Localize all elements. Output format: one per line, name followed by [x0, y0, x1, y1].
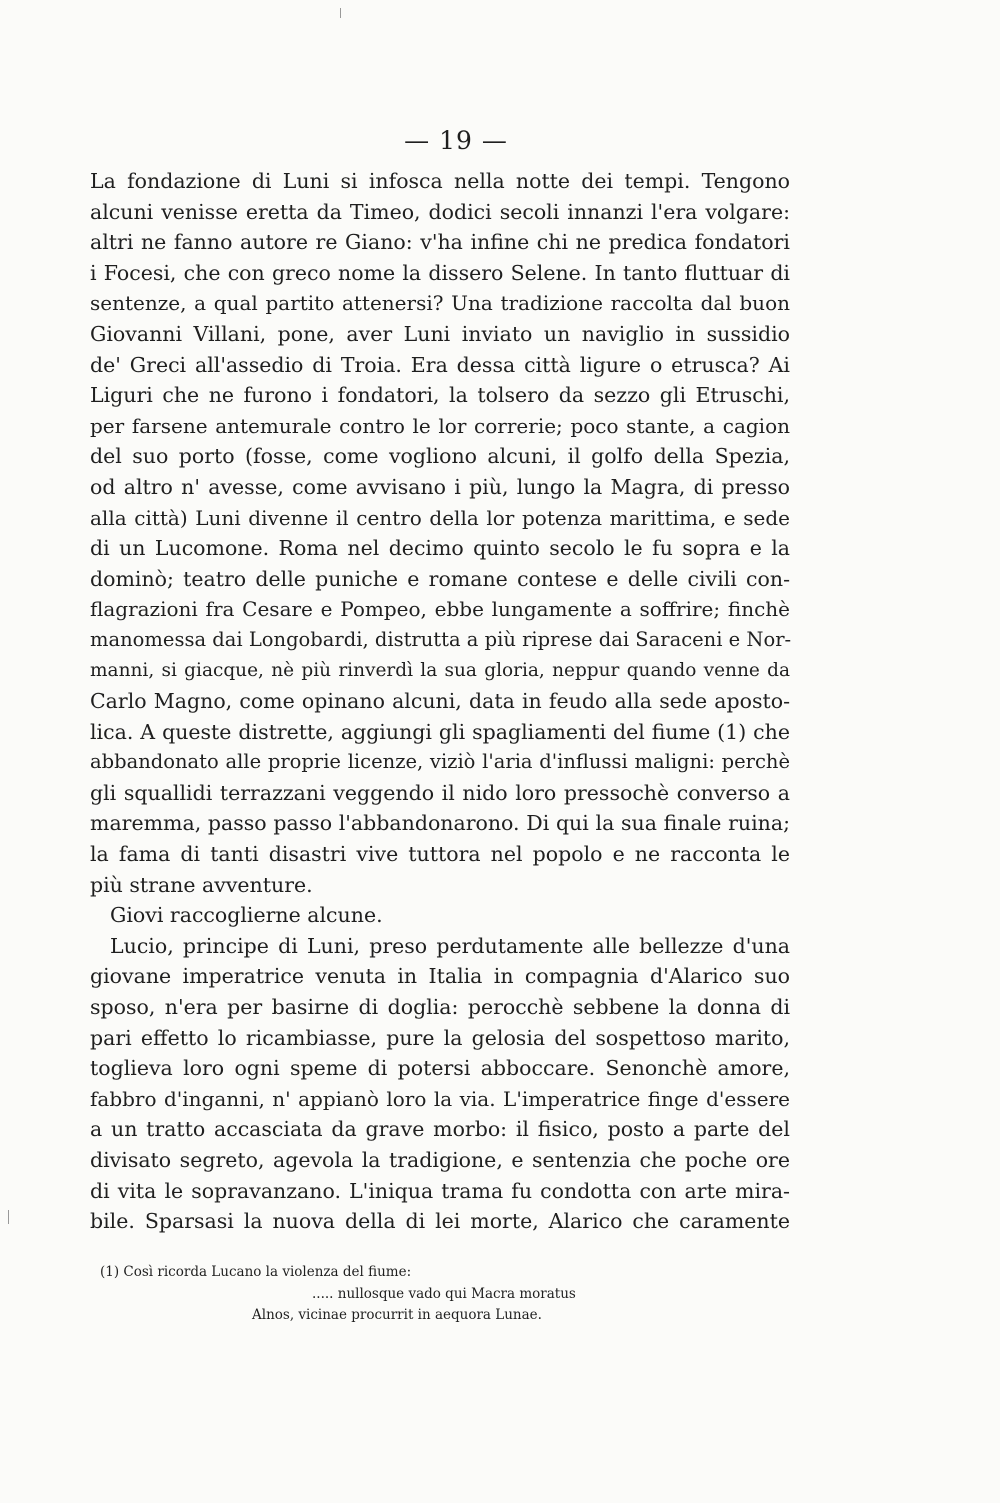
text-line: altri ne fanno autore re Giano: v'ha infine chi ne predica fondatori — [90, 230, 790, 255]
text-line: fabbro d'inganni, n' appianò loro la via. L'imperatrice finge d'essere — [90, 1086, 790, 1111]
text-line: giovane imperatrice venuta in Italia in compagnia d'Alarico suo — [90, 964, 790, 989]
text-line: lica. A queste distrette, aggiungi gli spagliamenti del fiume (1) che — [90, 719, 790, 744]
text-line: gli squallidi terrazzani veggendo il nido loro pressochè converso a — [90, 780, 790, 805]
footnote-verse: ..... nullosque vado qui Macra moratus — [312, 1285, 576, 1302]
scan-mark — [340, 8, 341, 18]
scan-mark — [8, 1210, 9, 1224]
text-line: di vita le sopravanzano. L'iniqua trama fu condotta con arte mira- — [90, 1178, 790, 1203]
text-line: sentenze, a qual partito attenersi? Una tradizione raccolta dal buon — [90, 291, 790, 316]
footnote-reference: (1) Così ricorda Lucano la violenza del fiume: — [100, 1264, 412, 1280]
text-line: bile. Sparsasi la nuova della di lei morte, Alarico che caramente — [90, 1209, 790, 1234]
text-line: pari effetto lo ricambiasse, pure la gelosia del sospettoso marito, — [90, 1025, 790, 1050]
text-line: alcuni venisse eretta da Timeo, dodici secoli innanzi l'era volgare: — [90, 199, 790, 224]
text-line: La fondazione di Luni si infosca nella notte dei tempi. Tengono — [90, 169, 790, 193]
text-line: sposo, n'era per basirne di doglia: perocchè sebbene la donna di — [90, 995, 790, 1020]
text-line: Giovi raccoglierne alcune. — [110, 903, 383, 928]
page-number: — 19 — — [404, 126, 508, 155]
body-text — [90, 166, 790, 1237]
text-line: toglieva loro ogni speme di potersi abboccare. Senonchè amore, — [90, 1056, 790, 1081]
text-line: abbandonato alle proprie licenze, viziò l'aria d'influssi maligni: perchè — [90, 750, 790, 774]
text-line: de' Greci all'assedio di Troia. Era dessa città ligure o etrusca? Ai — [90, 352, 790, 377]
text-line: i Focesi, che con greco nome la dissero Selene. In tanto fluttuar di — [90, 260, 790, 285]
text-line: del suo porto (fosse, come vogliono alcuni, il golfo della Spezia, — [90, 444, 790, 469]
text-line: Giovanni Villani, pone, aver Luni inviato un naviglio in sussidio — [90, 321, 790, 346]
text-line: più strane avventure. — [90, 872, 313, 897]
text-line: di un Lucomone. Roma nel decimo quinto secolo le fu sopra e la — [90, 536, 790, 561]
text-line: divisato segreto, agevola la tradigione, e sentenzia che poche ore — [90, 1148, 790, 1172]
text-line: alla città) Luni divenne il centro della lor potenza marittima, e sede — [90, 505, 790, 530]
text-line: dominò; teatro delle puniche e romane contese e delle civili con- — [90, 566, 790, 591]
text-line: a un tratto accasciata da grave morbo: il fisico, posto a parte del — [90, 1117, 790, 1142]
footnotes — [100, 1262, 800, 1327]
text-line: maremma, passo passo l'abbandonarono. Di qui la sua finale ruina; — [90, 811, 790, 836]
text-line: Lucio, principe di Luni, preso perdutamente alle bellezze d'una — [110, 933, 790, 958]
text-line: manni, si giacque, nè più rinverdì la sua gloria, neppur quando venne da — [90, 659, 790, 681]
text-line: flagrazioni fra Cesare e Pompeo, ebbe lungamente a soffrire; finchè — [90, 597, 790, 622]
text-line: per farsene antemurale contro le lor correrie; poco stante, a cagion — [90, 413, 790, 438]
text-line: Liguri che ne furono i fondatori, la tolsero da sezzo gli Etruschi, — [90, 383, 790, 408]
text-line: la fama di tanti disastri vive tuttora nel popolo e ne racconta le — [90, 842, 790, 867]
footnote-verse: Alnos, vicinae procurrit in aequora Lunae. — [252, 1307, 542, 1323]
text-line: manomessa dai Longobardi, distrutta a più riprese dai Saraceni e Nor- — [90, 627, 792, 651]
text-line: od altro n' avesse, come avvisano i più, lungo la Magra, di presso — [90, 474, 790, 499]
text-line: Carlo Magno, come opinano alcuni, data in feudo alla sede aposto- — [90, 689, 790, 714]
